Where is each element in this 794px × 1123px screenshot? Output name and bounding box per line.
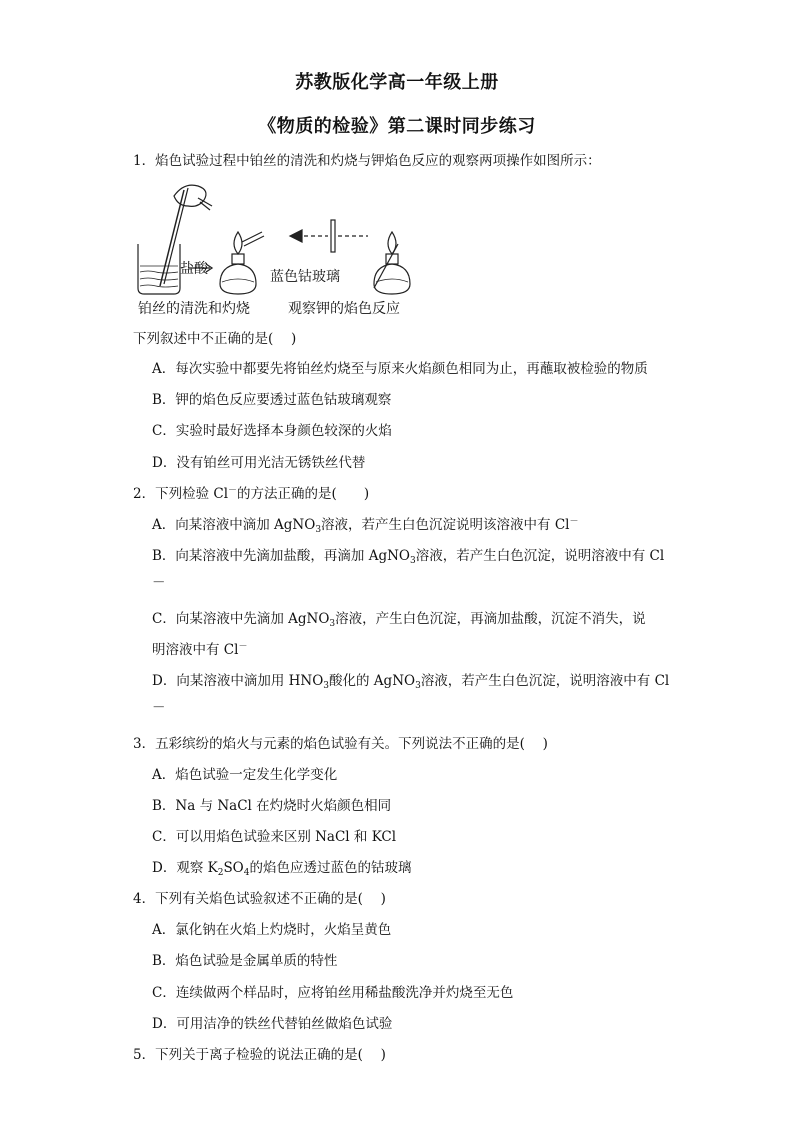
label-cobalt-glass: 蓝色钴玻璃 xyxy=(270,269,340,285)
q2-option-a: A．向某溶液中滴加 AgNO$_3$溶液，若产生白色沉淀说明该溶液中有 Cl－ xyxy=(152,517,579,535)
q1-option-a: A．每次实验中都要先将铂丝灼烧至与原来火焰颜色相同为止，再蘸取被检验的物质 xyxy=(152,361,648,377)
q3-option-d: D．观察 $K_2SO_4$的焰色应透过蓝色的钴玻璃 xyxy=(152,860,412,878)
q3-option-c: C．可以用焰色试验来区别 NaCl 和 KCl xyxy=(152,829,397,845)
q3-stem: 3．五彩缤纷的焰火与元素的焰色试验有关。下列说法不正确的是( ) xyxy=(133,736,548,752)
q2-option-c-cont: 明溶液中有 Cl－ xyxy=(152,642,248,658)
cobalt-glass-plate xyxy=(331,220,335,252)
q1-prompt: 下列叙述中不正确的是( ) xyxy=(133,331,297,347)
q2-option-b: B．向某溶液中先滴加盐酸，再滴加 AgNO$_3$溶液，若产生白色沉淀，说明溶液中有 Cl xyxy=(152,548,665,566)
q2-stem: 2．下列检验 Cl－的方法正确的是( ) xyxy=(133,486,370,502)
caption-left: 铂丝的清洗和灼烧 xyxy=(138,301,250,317)
q2-option-d-cont: － xyxy=(152,700,166,716)
q4-option-d: D．可用洁净的铁丝代替铂丝做焰色试验 xyxy=(152,1016,393,1032)
label-hydrochloric-acid: 盐酸 xyxy=(180,261,208,277)
flame-left xyxy=(234,232,242,254)
q5-stem: 5．下列关于离子检验的说法正确的是( ) xyxy=(133,1047,386,1063)
q4-option-a: A．氯化钠在火焰上灼烧时，火焰呈黄色 xyxy=(152,922,392,938)
q1-option-d: D．没有铂丝可用光洁无锈铁丝代替 xyxy=(152,455,366,471)
document-title: 苏教版化学高一年级上册 xyxy=(295,72,499,93)
q2-option-b-cont: － xyxy=(152,575,166,591)
q3-option-b: B．Na 与 NaCl 在灼烧时火焰颜色相同 xyxy=(152,798,392,814)
flame-test-figure xyxy=(128,176,428,322)
q2-option-c: C．向某溶液中先滴加 AgNO$_3$溶液，产生白色沉淀，再滴加盐酸，沉淀不消失，说 xyxy=(152,611,646,629)
q1-stem: 1．焰色试验过程中铂丝的清洗和灼烧与钾焰色反应的观察两项操作如图所示： xyxy=(133,153,601,169)
q1-option-b: B．钾的焰色反应要透过蓝色钴玻璃观察 xyxy=(152,392,392,408)
q3-option-a: A．焰色试验一定发生化学变化 xyxy=(152,767,338,783)
caption-right: 观察钾的焰色反应 xyxy=(288,301,400,317)
q2-option-d: D．向某溶液中滴加用 $HNO_3$酸化的 AgNO$_3$溶液，若产生白色沉淀，说明溶液中有 Cl xyxy=(152,673,670,691)
eye-icon xyxy=(290,230,302,242)
q4-stem: 4．下列有关焰色试验叙述不正确的是( ) xyxy=(133,891,386,907)
q1-option-c: C．实验时最好选择本身颜色较深的火焰 xyxy=(152,423,392,439)
document-subtitle: 《物质的检验》第二课时同步练习 xyxy=(258,116,536,137)
q4-option-b: B．焰色试验是金属单质的特性 xyxy=(152,953,338,969)
q4-option-c: C．连续做两个样品时，应将铂丝用稀盐酸洗净并灼烧至无色 xyxy=(152,985,514,1001)
